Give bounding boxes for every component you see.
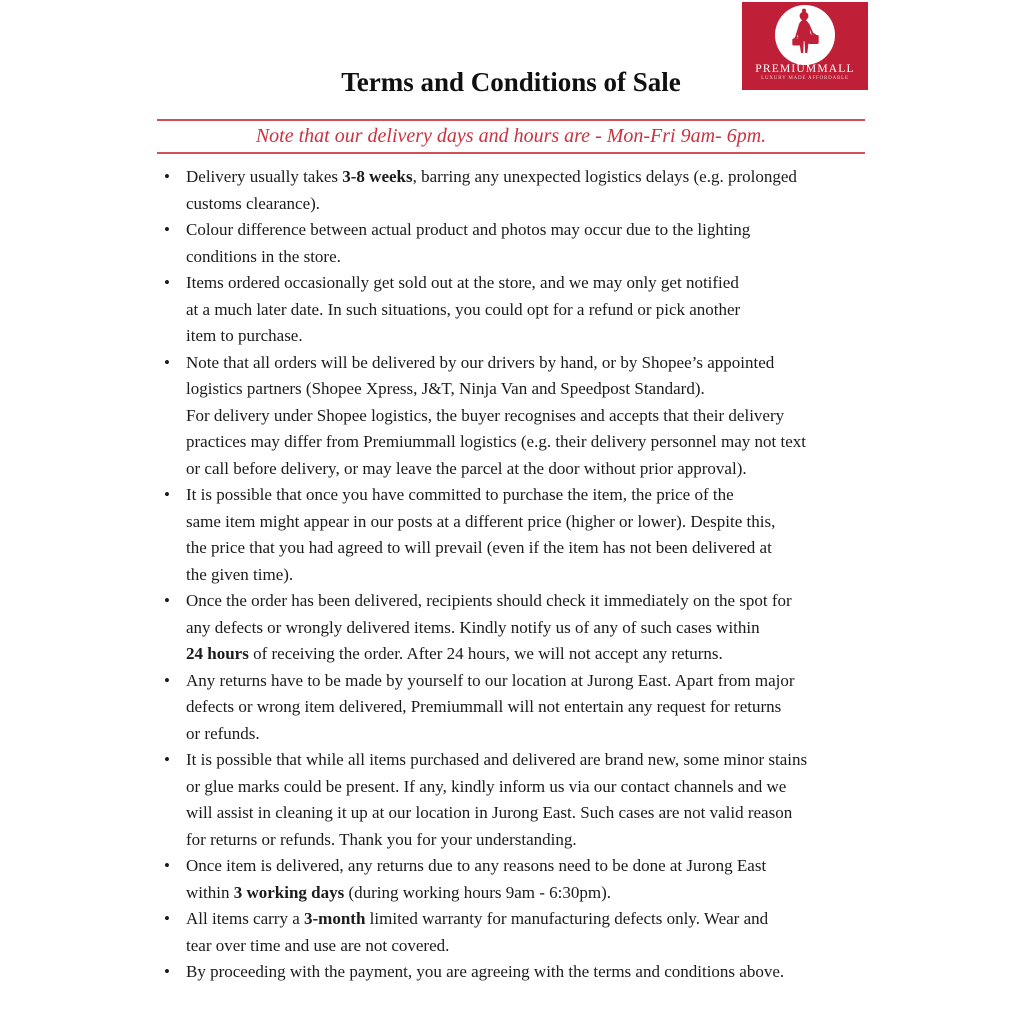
term-line: for returns or refunds. Thank you for your understanding. (186, 829, 577, 849)
logo-brand-text: PREMIUMMALL (755, 63, 855, 75)
term-line: 24 hours of receiving the order. After 24 hours, we will not accept any returns. (186, 644, 723, 663)
term-item (157, 217, 865, 270)
logo-tagline-text: LUXURY MADE AFFORDABLE (761, 76, 849, 81)
term-item (157, 164, 865, 217)
term-line: • Delivery usually takes 3-8 weeks, barring any unexpected logistics delays (e.g. prolonged (186, 167, 797, 186)
term-line: customs clearance). (186, 193, 321, 213)
term-line: or refunds. (186, 723, 260, 743)
term-item (157, 668, 865, 748)
term-line: the given time). (186, 564, 294, 584)
term-line: or call before delivery, or may leave the parcel at the door without prior approval). (186, 458, 747, 478)
term-item (157, 747, 865, 853)
term-line: logistics partners (Shopee Xpress, J&T, Ninja Van and Speedpost Standard). (186, 379, 705, 398)
term-line: tear over time and use are not covered. (186, 935, 450, 955)
term-line: • Any returns have to be made by yourself to our location at Jurong East. Apart from major (186, 670, 795, 690)
delivery-notice-band (157, 119, 865, 154)
term-line: any defects or wrongly delivered items. Kindly notify us of any of such cases within (186, 617, 760, 637)
term-line: • By proceeding with the payment, you are agreeing with the terms and conditions above. (186, 962, 785, 981)
term-line: same item might appear in our posts at a different price (higher or lower). Despite this, (186, 511, 776, 531)
term-item (157, 588, 865, 668)
term-line: For delivery under Shopee logistics, the buyer recognises and accepts that their delivery (186, 405, 785, 425)
term-line: • Once the order has been delivered, recipients should check it immediately on the spot for (186, 591, 792, 610)
terms-list (157, 164, 865, 986)
terms-document (157, 0, 865, 986)
term-line: will assist in cleaning it up at our location in Jurong East. Such cases are not valid reason (186, 803, 793, 822)
term-line: conditions in the store. (186, 246, 341, 266)
term-line: within 3 working days (during working hours 9am - 6:30pm). (186, 882, 612, 902)
term-line: • It is possible that while all items purchased and delivered are brand new, some minor stains (186, 750, 808, 769)
term-item (157, 270, 865, 350)
term-line: defects or wrong item delivered, Premiummall will not entertain any request for returns (186, 697, 782, 716)
term-line: at a much later date. In such situations, you could opt for a refund or pick another (186, 299, 741, 319)
term-line: • Items ordered occasionally get sold out at the store, and we may only get notified (186, 273, 739, 292)
term-line: • Note that all orders will be delivered by our drivers by hand, or by Shopee’s appointed (186, 352, 775, 372)
term-line: • Once item is delivered, any returns due to any reasons need to be done at Jurong East (186, 856, 767, 875)
term-item (157, 959, 865, 986)
term-line: or glue marks could be present. If any, kindly inform us via our contact channels and we (186, 776, 787, 796)
term-line: • All items carry a 3-month limited warranty for manufacturing defects only. Wear and (186, 909, 769, 928)
delivery-notice-text: Note that our delivery days and hours are - Mon-Fri 9am- 6pm. (255, 125, 767, 147)
term-item (157, 853, 865, 906)
term-item (157, 482, 865, 588)
term-line: • Colour difference between actual product and photos may occur due to the lighting (186, 220, 751, 239)
term-item (157, 350, 865, 483)
term-line: the price that you had agreed to will prevail (even if the item has not been delivered at (186, 538, 772, 557)
term-line: • It is possible that once you have committed to purchase the item, the price of the (186, 485, 734, 504)
term-item (157, 906, 865, 959)
term-line: item to purchase. (186, 326, 303, 345)
term-line: practices may differ from Premiummall logistics (e.g. their delivery personnel may not text (186, 432, 807, 451)
page-title: Terms and Conditions of Sale (341, 67, 681, 97)
